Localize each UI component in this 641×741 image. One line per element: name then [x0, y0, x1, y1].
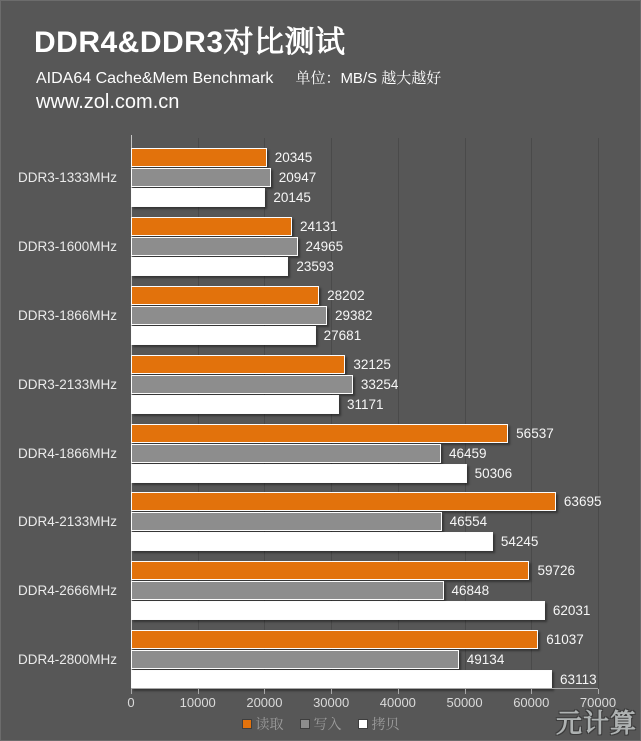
x-tick-0 — [131, 689, 132, 694]
bar-row — [131, 581, 598, 600]
bar-value-label: 54245 — [500, 534, 539, 550]
bar-row — [131, 217, 598, 236]
bar-拷贝 — [131, 601, 545, 620]
bar-拷贝 — [131, 188, 265, 207]
legend-swatch-icon — [300, 719, 310, 729]
bar-读取 — [131, 630, 538, 649]
benchmark-name: AIDA64 Cache&Mem Benchmark — [36, 70, 274, 87]
x-tick-label: 40000 — [379, 695, 416, 710]
bar-value-label: 63113 — [560, 672, 597, 688]
bar-value-label: 24131 — [299, 218, 338, 234]
bar-value-label: 59726 — [537, 563, 575, 579]
bar-value-label: 50306 — [474, 465, 513, 481]
bar-拷贝 — [131, 257, 288, 276]
bar-value-label: 24965 — [305, 238, 344, 254]
bar-row — [131, 630, 598, 649]
bar-group — [17, 551, 598, 620]
x-tick-60000 — [531, 689, 532, 694]
category-label: DDR3-1866MHz — [17, 307, 117, 323]
bar-拷贝 — [131, 464, 467, 483]
legend-item-写入 — [300, 714, 342, 734]
bar-拷贝 — [131, 395, 339, 414]
legend-item-拷贝 — [358, 714, 400, 734]
x-tick-label: 30000 — [313, 695, 350, 710]
bar-value-label: 31171 — [346, 396, 384, 412]
bar-写入 — [131, 581, 444, 600]
bar-value-label: 46554 — [449, 514, 488, 530]
bar-写入 — [131, 444, 441, 463]
bar-读取 — [131, 561, 529, 580]
bar-row — [131, 306, 598, 325]
bar-value-label: 29382 — [335, 307, 373, 323]
bar-row — [131, 464, 598, 483]
bar-value-label: 23593 — [296, 258, 334, 274]
bar-row — [131, 395, 598, 414]
category-label: DDR3-2133MHz — [17, 376, 117, 392]
unit-note: 单位：MB/S 越大越好 — [295, 70, 442, 87]
bar-stack — [131, 148, 598, 207]
bar-row — [131, 670, 598, 689]
bar-写入 — [131, 237, 298, 256]
bar-读取 — [131, 217, 292, 236]
bar-读取 — [131, 148, 267, 167]
bar-row — [131, 532, 598, 551]
bar-row — [131, 148, 598, 167]
bar-value-label: 28202 — [327, 287, 365, 303]
bar-groups-layer — [17, 138, 602, 689]
category-label: DDR3-1333MHz — [17, 170, 117, 185]
bar-value-label: 27681 — [323, 327, 362, 343]
bar-value-label: 49134 — [466, 652, 505, 668]
x-axis-line — [131, 688, 598, 689]
bar-value-label: 32125 — [353, 356, 391, 372]
bar-row — [131, 512, 598, 531]
bar-row — [131, 561, 598, 580]
x-tick-label: 50000 — [446, 695, 483, 710]
bar-stack — [131, 286, 598, 345]
legend-label: 读取 — [255, 716, 284, 732]
bar-读取 — [131, 492, 556, 511]
bar-读取 — [131, 286, 319, 305]
bar-value-label: 33254 — [360, 376, 399, 392]
x-tick-label: 0 — [127, 695, 135, 710]
category-label: DDR4-2800MHz — [17, 652, 117, 668]
bar-row — [131, 375, 598, 394]
bar-stack — [131, 492, 602, 551]
category-label: DDR4-1866MHz — [17, 445, 117, 461]
bar-value-label: 46848 — [451, 583, 490, 599]
bar-row — [131, 188, 598, 207]
x-tick-50000 — [465, 689, 466, 694]
bar-row — [131, 355, 598, 374]
bar-value-label: 61037 — [546, 632, 584, 648]
bar-value-label: 46459 — [448, 445, 487, 461]
legend-swatch-icon — [358, 719, 368, 729]
bar-row — [131, 237, 598, 256]
bar-写入 — [131, 306, 327, 325]
bar-row — [131, 444, 598, 463]
bar-stack — [131, 630, 598, 689]
legend-swatch-icon — [242, 719, 252, 729]
bar-读取 — [131, 355, 345, 374]
legend-label: 拷贝 — [371, 716, 400, 732]
x-tick-label: 70000 — [579, 695, 617, 710]
bar-row — [131, 326, 598, 345]
bar-stack — [131, 424, 598, 483]
bar-group — [17, 414, 598, 483]
x-tick-20000 — [264, 689, 265, 694]
bar-读取 — [131, 424, 508, 443]
bar-row — [131, 650, 598, 669]
watermark: 元计算 — [555, 708, 637, 738]
bar-row — [131, 601, 598, 620]
x-tick-10000 — [198, 689, 199, 694]
bar-value-label: 20947 — [278, 170, 317, 185]
bar-stack — [131, 561, 598, 620]
bar-group — [17, 620, 598, 689]
bar-stack — [131, 355, 598, 414]
x-tick-40000 — [398, 689, 399, 694]
bar-写入 — [131, 650, 459, 669]
bar-row — [131, 492, 602, 511]
x-tick-70000 — [598, 689, 599, 694]
legend-item-读取 — [242, 714, 284, 734]
page-title: DDR4&DDR3对比测试 — [34, 26, 346, 59]
category-label: DDR4-2133MHz — [17, 514, 117, 530]
chart-subtitle — [36, 67, 441, 88]
bar-写入 — [131, 168, 271, 187]
bar-row — [131, 168, 598, 187]
bar-写入 — [131, 375, 353, 394]
bar-拷贝 — [131, 532, 493, 551]
bar-拷贝 — [131, 670, 552, 689]
bar-value-label: 63695 — [563, 494, 602, 510]
x-tick-30000 — [331, 689, 332, 694]
chart-plot-area — [17, 138, 617, 710]
bar-group — [17, 276, 598, 345]
bar-value-label: 62031 — [552, 603, 591, 619]
website-url: www.zol.com.cn — [36, 91, 180, 113]
chart-legend — [1, 714, 640, 734]
bar-value-label: 20345 — [274, 150, 313, 165]
category-label: DDR4-2666MHz — [17, 583, 117, 599]
bar-写入 — [131, 512, 442, 531]
bar-stack — [131, 217, 598, 276]
x-tick-label: 60000 — [513, 695, 550, 710]
bar-group — [17, 482, 602, 551]
bar-group — [17, 207, 598, 276]
bar-group — [17, 345, 598, 414]
x-tick-label: 20000 — [246, 695, 283, 710]
bar-value-label: 56537 — [516, 425, 554, 441]
gridline-70000 — [598, 138, 599, 689]
category-label: DDR3-1600MHz — [17, 238, 117, 254]
x-tick-label: 10000 — [179, 695, 216, 710]
bar-row — [131, 286, 598, 305]
bar-group — [17, 138, 598, 207]
bar-row — [131, 257, 598, 276]
bar-row — [131, 424, 598, 443]
bar-拷贝 — [131, 326, 316, 345]
legend-label: 写入 — [313, 716, 342, 732]
bar-value-label: 20145 — [273, 190, 311, 205]
